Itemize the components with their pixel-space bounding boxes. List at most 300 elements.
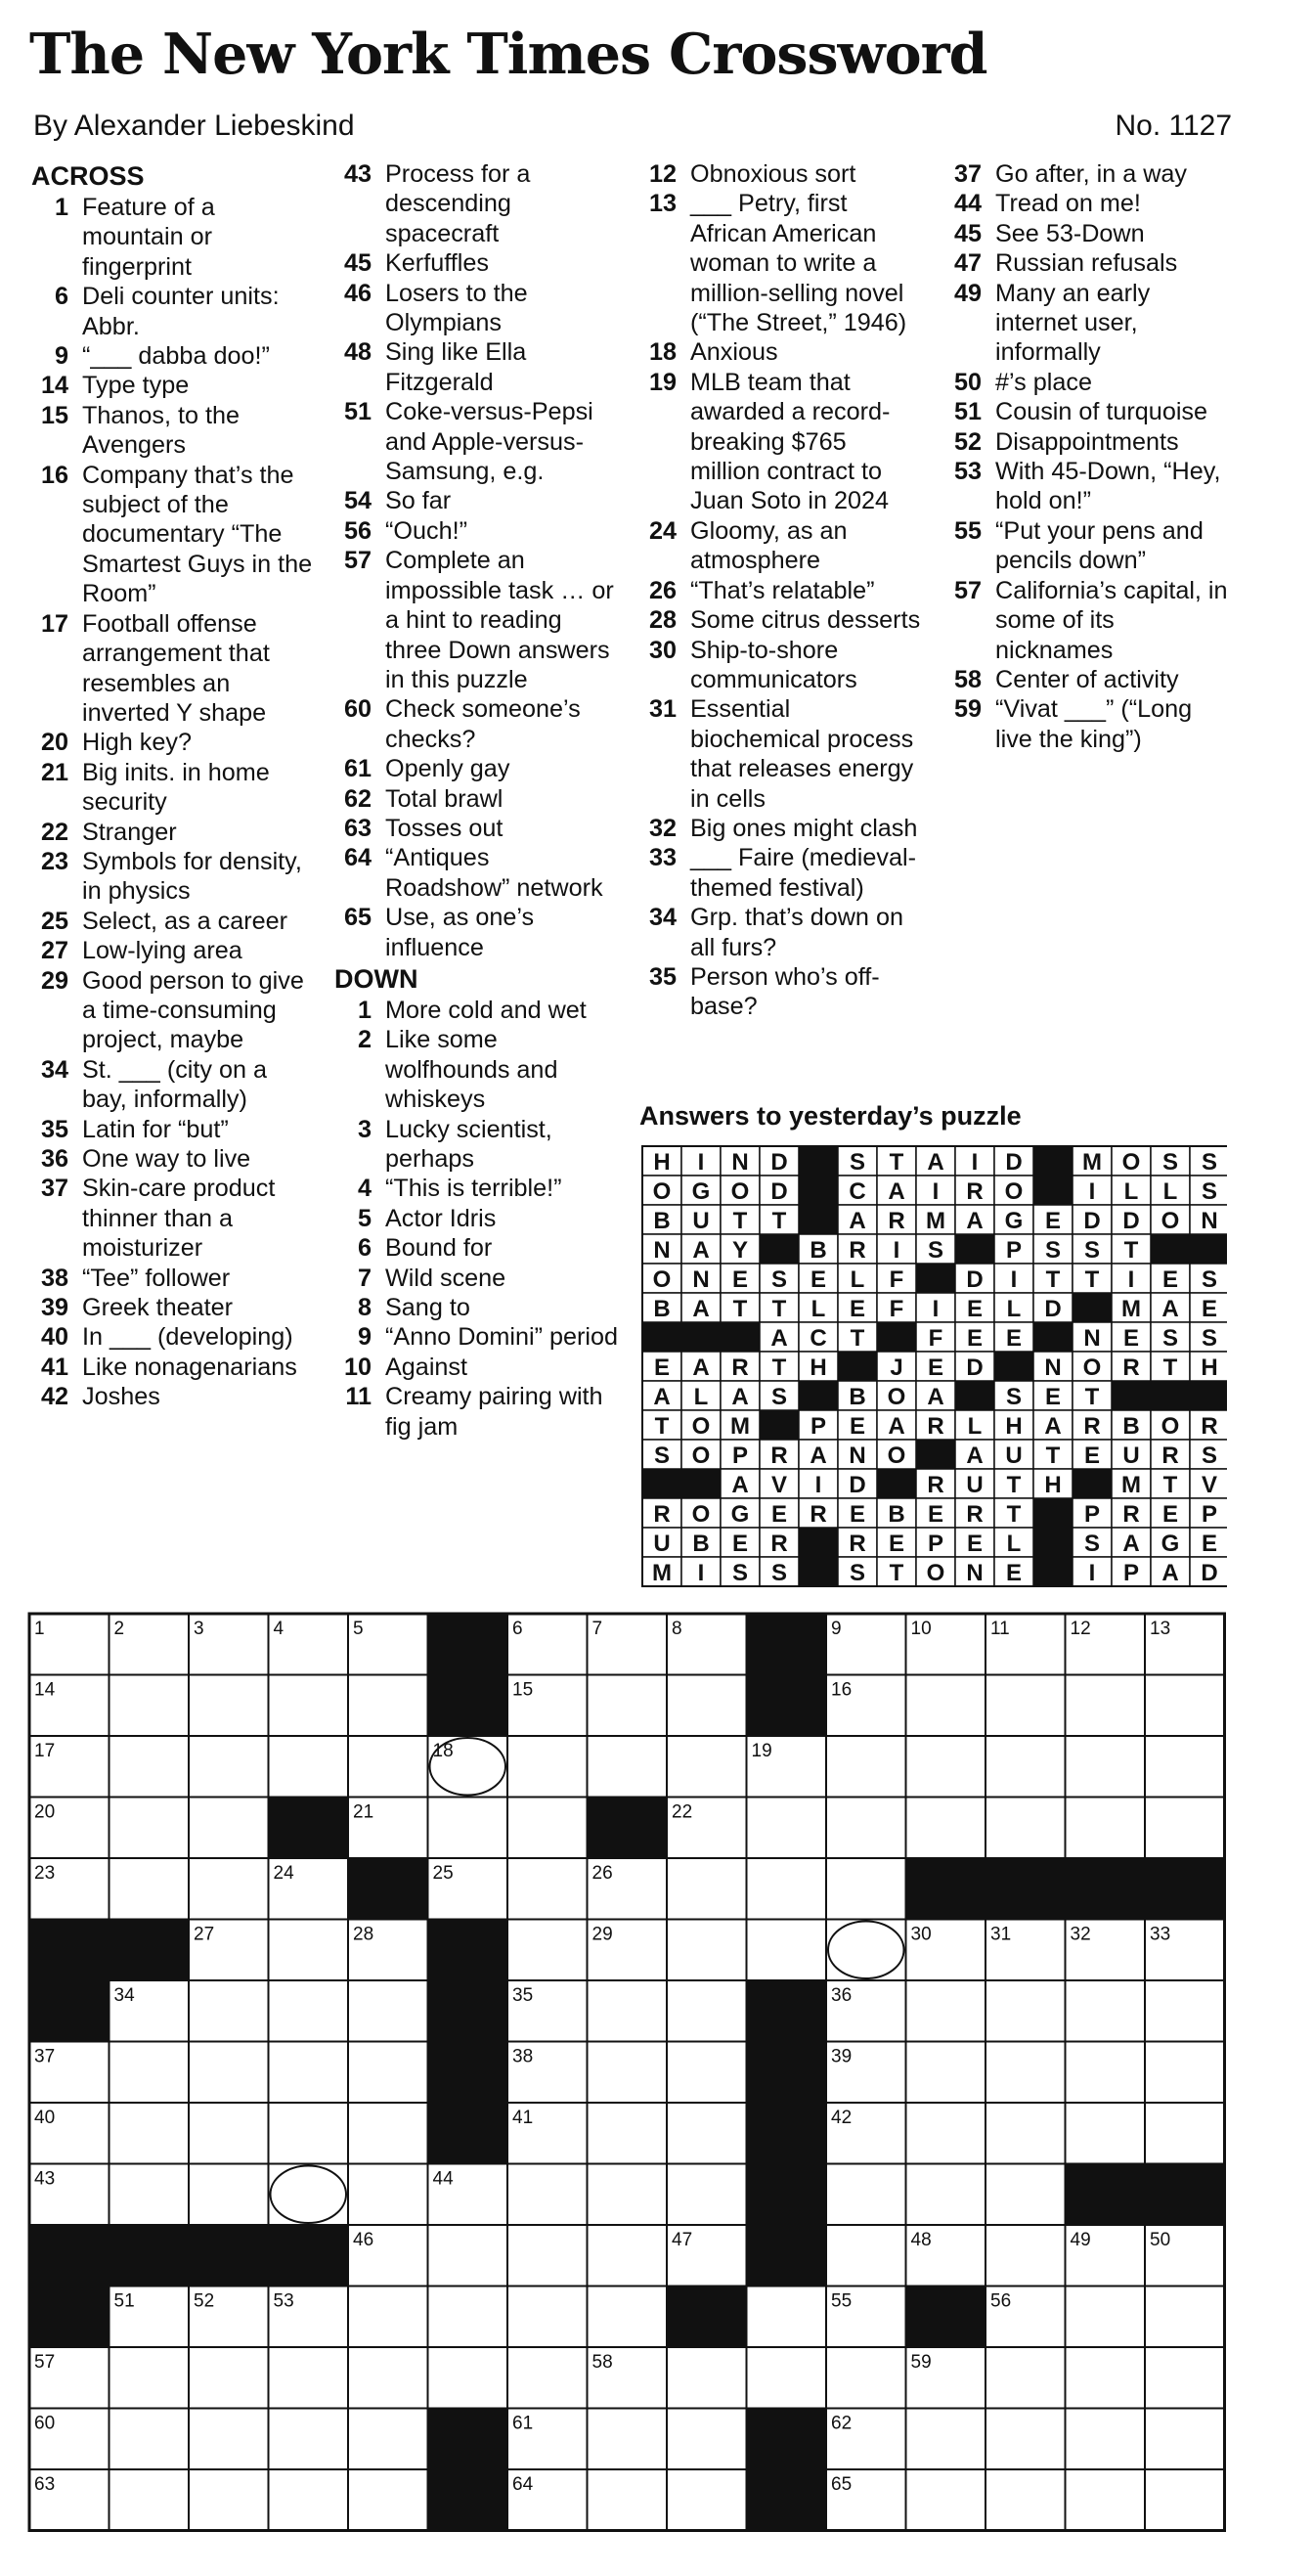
grid-cell [110, 2103, 190, 2164]
grid-cell [667, 1980, 747, 2042]
cell-number: 52 [194, 2290, 215, 2312]
answer-letter: M [1121, 1296, 1141, 1322]
grid-cell [428, 2225, 508, 2287]
grid-cell [189, 2042, 269, 2104]
answer-letter: L [1123, 1178, 1139, 1205]
cell-number: 2 [113, 1619, 125, 1639]
clue-number: 45 [953, 219, 982, 247]
cell-number: 40 [34, 2108, 56, 2128]
clue-text: “That’s relatable” [690, 576, 875, 604]
clue-text: Sang to [385, 1294, 470, 1322]
black-square [667, 2287, 747, 2348]
answer-letter: O [691, 1443, 711, 1469]
grid-cell [1066, 2347, 1146, 2409]
answer-black-square [642, 1322, 681, 1352]
answer-letter: E [1161, 1266, 1179, 1293]
down-clue [944, 665, 1228, 694]
black-square [747, 2225, 827, 2287]
black-square [747, 2103, 827, 2164]
answer-letter: B [653, 1208, 671, 1234]
answer-letter: I [1088, 1178, 1096, 1205]
clue-text: Gloomy, as an atmosphere [690, 516, 848, 575]
clue-number: 2 [357, 1026, 372, 1054]
clue-text: Person who’s off-base? [690, 962, 880, 1021]
answer-letter: S [849, 1149, 866, 1176]
across-clue [31, 371, 315, 400]
answer-letter: T [1123, 1237, 1139, 1264]
cell-number: 26 [591, 1863, 613, 1884]
black-square [906, 1858, 986, 1920]
clue-number: 7 [357, 1264, 372, 1292]
clue-text: ___ Faire (medieval-themed festival) [690, 844, 916, 902]
grid-cell [110, 2164, 190, 2226]
clue-number: 45 [343, 249, 372, 278]
clue-number: 13 [648, 190, 677, 218]
grid-cell [747, 1920, 827, 1981]
answer-letter: T [732, 1296, 748, 1322]
clue-text: With 45-Down, “Hey, hold on!” [995, 458, 1221, 515]
answer-letter: O [1161, 1208, 1180, 1234]
grid-cell [986, 2409, 1066, 2470]
clue-text: Joshes [82, 1383, 160, 1411]
grid-cell [986, 2347, 1066, 2409]
down-clue [944, 694, 1228, 754]
answer-letter: A [966, 1443, 984, 1469]
answer-black-square [1112, 1381, 1151, 1410]
cell-number: 9 [831, 1619, 842, 1639]
answer-letter: D [770, 1149, 788, 1176]
grid-cell [986, 2103, 1066, 2164]
grid-cell [269, 2469, 349, 2531]
clue-text: Sing like Ella Fitzgerald [385, 338, 527, 396]
grid-cell [588, 2287, 668, 2348]
clue-number: 26 [648, 576, 677, 604]
cell-number: 25 [432, 1863, 454, 1884]
black-square [747, 2164, 827, 2226]
clue-number: 6 [357, 1234, 372, 1263]
clue-text: So far [385, 487, 452, 515]
clue-text: Check someone’s checks? [385, 695, 581, 753]
answer-letter: A [1161, 1296, 1179, 1322]
down-clue [639, 576, 923, 605]
answer-letter: O [1004, 1178, 1024, 1205]
grid-cell [826, 1920, 906, 1981]
cell-number: 50 [1150, 2230, 1171, 2250]
answer-letter: E [731, 1266, 749, 1293]
answer-letter: S [1044, 1237, 1062, 1264]
answer-letter: F [889, 1296, 904, 1322]
answer-letter: T [1006, 1501, 1022, 1528]
grid-cell [986, 2164, 1066, 2226]
answer-letter: O [652, 1178, 672, 1205]
answer-letter: S [653, 1443, 671, 1469]
across-clue [334, 516, 618, 546]
answer-letter: T [654, 1413, 670, 1440]
grid-cell [428, 2287, 508, 2348]
answer-letter: T [1006, 1472, 1022, 1498]
answer-black-square [799, 1205, 838, 1234]
answer-letter: I [697, 1560, 705, 1586]
grid-cell [507, 2287, 588, 2348]
answer-letter: R [849, 1237, 866, 1264]
answers-grid [639, 1143, 1227, 1593]
answer-letter: U [653, 1531, 671, 1557]
answer-letter: E [927, 1501, 944, 1528]
answer-black-square [955, 1234, 994, 1264]
clue-number: 50 [953, 368, 982, 396]
down-clue [334, 1322, 618, 1352]
answer-black-square [799, 1381, 838, 1410]
answer-letter: F [928, 1325, 943, 1352]
black-square [747, 1614, 827, 1675]
answer-letter: O [691, 1413, 711, 1440]
cell-number: 57 [34, 2352, 56, 2373]
clue-number: 49 [953, 279, 982, 307]
clue-number: 30 [648, 636, 677, 664]
grid-cell [110, 2347, 190, 2409]
cell-number: 1 [34, 1619, 45, 1639]
grid-cell [667, 2103, 747, 2164]
grid-cell [588, 1980, 668, 2042]
across-clue [31, 907, 315, 936]
clue-number: 24 [648, 516, 677, 545]
answer-letter: E [849, 1296, 866, 1322]
answer-letter: D [1083, 1208, 1101, 1234]
answer-letter: E [1122, 1325, 1140, 1352]
across-clue [334, 159, 618, 248]
clue-number: 56 [343, 516, 372, 545]
answer-letter: R [927, 1472, 944, 1498]
answer-letter: A [770, 1325, 788, 1352]
clue-text: Wild scene [385, 1264, 506, 1292]
answer-letter: S [1201, 1443, 1218, 1469]
grid-cell [348, 1980, 428, 2042]
cell-number: 5 [353, 1619, 364, 1639]
answer-letter: P [1201, 1501, 1218, 1528]
across-clue [31, 193, 315, 282]
answer-black-square [760, 1234, 799, 1264]
answer-letter: E [1201, 1531, 1218, 1557]
grid-cell [747, 1798, 827, 1859]
grid-cell [1145, 1675, 1225, 1737]
grid-cell [348, 2409, 428, 2470]
grid-cell [588, 2103, 668, 2164]
answer-letter: E [1005, 1325, 1023, 1352]
black-square [428, 1920, 508, 1981]
answer-letter: I [1088, 1560, 1096, 1586]
grid-cell [667, 1736, 747, 1798]
answer-letter: C [849, 1178, 866, 1205]
cell-number: 17 [34, 1741, 56, 1761]
answer-letter: M [1121, 1472, 1141, 1498]
grid-cell [906, 2042, 986, 2104]
clue-number: 10 [343, 1353, 372, 1381]
answer-letter: I [932, 1178, 940, 1205]
cell-number: 14 [34, 1679, 56, 1701]
down-clue [639, 843, 923, 903]
down-clue [944, 279, 1228, 368]
grid-cell [986, 1980, 1066, 2042]
grid-cell [507, 1858, 588, 1920]
across-clue [334, 279, 618, 338]
grid-cell [1145, 2469, 1225, 2531]
answer-letter: L [967, 1413, 983, 1440]
clue-text: “___ dabba doo!” [82, 342, 270, 371]
answer-letter: O [926, 1560, 945, 1586]
answer-letter: R [966, 1501, 984, 1528]
clue-text: Disappointments [995, 427, 1179, 456]
answer-letter: G [1004, 1208, 1024, 1234]
across-clue [334, 546, 618, 694]
grid-cell [667, 2042, 747, 2104]
clue-number: 39 [40, 1294, 68, 1322]
clue-number: 41 [40, 1353, 68, 1381]
grid-cell [826, 2347, 906, 2409]
clue-text: Cousin of turquoise [995, 398, 1208, 426]
cell-number: 63 [34, 2474, 56, 2495]
answer-letter: B [849, 1384, 866, 1410]
black-square [29, 2225, 110, 2287]
answer-letter: O [652, 1266, 672, 1293]
clue-number: 31 [648, 695, 677, 724]
clue-number: 34 [40, 1055, 68, 1084]
answer-letter: L [1006, 1531, 1022, 1557]
clue-number: 43 [343, 160, 372, 188]
answer-letter: I [893, 1237, 900, 1264]
puzzle-number: No. 1127 [1115, 110, 1232, 142]
clue-text: Obnoxious sort [690, 160, 856, 188]
grid-cell [906, 1798, 986, 1859]
answer-letter: E [966, 1531, 984, 1557]
black-square [747, 2409, 827, 2470]
clue-text: “Anno Domini” period [385, 1323, 618, 1352]
answer-letter: E [1044, 1384, 1062, 1410]
cell-number: 42 [831, 2108, 853, 2128]
cell-number: 39 [831, 2046, 853, 2067]
answer-black-square [838, 1352, 877, 1381]
clue-number: 38 [40, 1264, 68, 1292]
answer-letter: E [927, 1355, 944, 1381]
answer-letter: P [1005, 1237, 1023, 1264]
across-clue [334, 337, 618, 397]
grid-cell [269, 2042, 349, 2104]
clue-text: Go after, in a way [995, 160, 1188, 188]
answer-letter: S [731, 1560, 749, 1586]
answer-letter: E [966, 1325, 984, 1352]
grid-cell [1066, 2103, 1146, 2164]
grid-cell [269, 1675, 349, 1737]
grid-cell [667, 2347, 747, 2409]
answer-letter: T [732, 1208, 748, 1234]
answer-letter: H [1201, 1355, 1218, 1381]
answer-letter: E [1161, 1501, 1179, 1528]
clue-text: Ship-to-shore communicators [690, 636, 857, 693]
black-square [110, 1920, 190, 1981]
black-square [747, 1675, 827, 1737]
clue-text: In ___ (developing) [82, 1323, 293, 1352]
grid-cell [986, 2042, 1066, 2104]
clue-number: 21 [40, 758, 68, 786]
across-clue [31, 966, 315, 1055]
clue-text: Company that’s the subject of the documentary “The Smartest Guys in the Room” [82, 461, 313, 608]
answer-letter: D [1044, 1296, 1062, 1322]
cell-number: 27 [194, 1924, 215, 1945]
cell-number: 16 [831, 1679, 853, 1701]
answer-black-square [1033, 1146, 1073, 1176]
grid-cell [906, 1736, 986, 1798]
down-clue [639, 368, 923, 516]
across-clue [31, 1174, 315, 1263]
grid-cell [667, 1675, 747, 1737]
down-clue [639, 159, 923, 189]
black-square [29, 1920, 110, 1981]
answer-letter: T [1162, 1355, 1178, 1381]
answer-letter: T [771, 1296, 787, 1322]
clue-number: 6 [54, 283, 68, 311]
across-clue [31, 282, 315, 341]
answer-letter: B [653, 1296, 671, 1322]
clue-text: #’s place [995, 368, 1092, 396]
black-square [1145, 2164, 1225, 2226]
answer-letter: T [889, 1149, 904, 1176]
cell-number: 10 [910, 1619, 932, 1639]
clue-number: 51 [953, 398, 982, 426]
grid-cell [507, 2164, 588, 2226]
clue-text: Anxious [690, 338, 778, 367]
across-clue [334, 754, 618, 783]
answer-letter: R [1083, 1413, 1101, 1440]
grid-cell [1145, 1736, 1225, 1798]
answer-black-square [1033, 1176, 1073, 1205]
answer-letter: O [1082, 1355, 1102, 1381]
clue-number: 42 [40, 1383, 68, 1411]
answer-letter: O [691, 1501, 711, 1528]
grid-cell [348, 2287, 428, 2348]
clue-text: Many an early internet user, informally [995, 279, 1151, 367]
answer-letter: T [889, 1560, 904, 1586]
grid-cell [826, 2225, 906, 2287]
clue-number: 58 [953, 665, 982, 693]
cell-number: 12 [1070, 1619, 1091, 1639]
grid-cell [588, 2469, 668, 2531]
clue-number: 18 [648, 338, 677, 367]
clue-number: 1 [357, 996, 372, 1024]
clue-number: 46 [343, 279, 372, 307]
across-clue [334, 784, 618, 814]
down-clue [944, 516, 1228, 576]
grid-cell [507, 1798, 588, 1859]
across-clue [31, 818, 315, 847]
clue-text: Complete an impossible task … or a hint to reading three Down answers in this puzzle [385, 547, 614, 693]
cell-number: 8 [672, 1619, 682, 1639]
clue-number: 37 [40, 1175, 68, 1203]
black-square [29, 1980, 110, 2042]
cell-number: 29 [591, 1924, 613, 1945]
grid-cell [747, 2347, 827, 2409]
down-clue [639, 189, 923, 337]
grid-cell [189, 2164, 269, 2226]
answer-letter: A [692, 1296, 710, 1322]
down-clue [944, 248, 1228, 278]
clue-number: 60 [343, 695, 372, 724]
grid-cell [826, 1798, 906, 1859]
cell-number: 6 [512, 1619, 523, 1639]
answer-letter: T [771, 1355, 787, 1381]
puzzle-title: The New York Times Crossword [29, 22, 987, 87]
across-clue [31, 936, 315, 965]
answer-letter: L [810, 1296, 826, 1322]
grid-cell [189, 1675, 269, 1737]
clue-number: 57 [343, 547, 372, 575]
black-square [110, 2225, 190, 2287]
answer-letter: G [1161, 1531, 1180, 1557]
grid-cell [826, 1736, 906, 1798]
grid-cell [1066, 1798, 1146, 1859]
black-square [428, 2469, 508, 2531]
answer-black-square [681, 1322, 721, 1352]
clue-text: ___ Petry, first African American woman to write a million-selling novel (“The Street,” 1946) [690, 190, 907, 337]
across-clue [31, 1382, 315, 1411]
answer-letter: L [1006, 1296, 1022, 1322]
cell-number: 36 [831, 1985, 853, 2006]
clue-text: Process for a descending spacecraft [385, 160, 531, 247]
clue-text: Actor Idris [385, 1204, 497, 1232]
clue-number: 53 [953, 458, 982, 486]
clue-number: 62 [343, 784, 372, 813]
cell-number: 65 [831, 2474, 853, 2495]
answer-black-square [1033, 1322, 1073, 1352]
grid-cell [428, 1798, 508, 1859]
answer-letter: D [966, 1266, 984, 1293]
byline: By Alexander Liebeskind [33, 110, 355, 142]
grid-cell [826, 1858, 906, 1920]
black-square [747, 1980, 827, 2042]
cell-number: 28 [353, 1924, 374, 1945]
down-clue [334, 1293, 618, 1322]
answer-letter: A [888, 1178, 905, 1205]
clue-text: Feature of a mountain or fingerprint [82, 194, 215, 281]
across-clue [334, 248, 618, 278]
grid-cell [906, 1675, 986, 1737]
answers-title: Answers to yesterday’s puzzle [639, 1101, 1022, 1131]
clue-text: One way to live [82, 1145, 251, 1173]
grid-cell [1145, 2042, 1225, 2104]
answer-letter: I [697, 1149, 705, 1176]
answer-letter: A [653, 1384, 671, 1410]
answer-letter: G [730, 1501, 750, 1528]
answer-letter: M [652, 1560, 672, 1586]
clue-number: 52 [953, 427, 982, 456]
answer-letter: E [849, 1413, 866, 1440]
answer-letter: R [849, 1531, 866, 1557]
answer-letter: R [653, 1501, 671, 1528]
across-clue [334, 694, 618, 754]
clue-text: Latin for “but” [82, 1115, 229, 1143]
clue-number: 9 [357, 1323, 372, 1352]
clue-number: 44 [953, 190, 982, 218]
down-clue [639, 337, 923, 367]
answer-letter: M [926, 1208, 945, 1234]
grid-cell [348, 2042, 428, 2104]
clue-column-1 [31, 159, 315, 1412]
cell-number: 32 [1070, 1924, 1091, 1945]
down-clue [639, 903, 923, 962]
cell-number: 22 [672, 1801, 693, 1823]
grid-cell [1145, 2409, 1225, 2470]
clue-number: 3 [357, 1115, 372, 1143]
clue-text: Coke-versus-Pepsi and Apple-versus-Samsung, e.g. [385, 398, 593, 486]
clue-text: Like some wolfhounds and whiskeys [385, 1026, 558, 1114]
